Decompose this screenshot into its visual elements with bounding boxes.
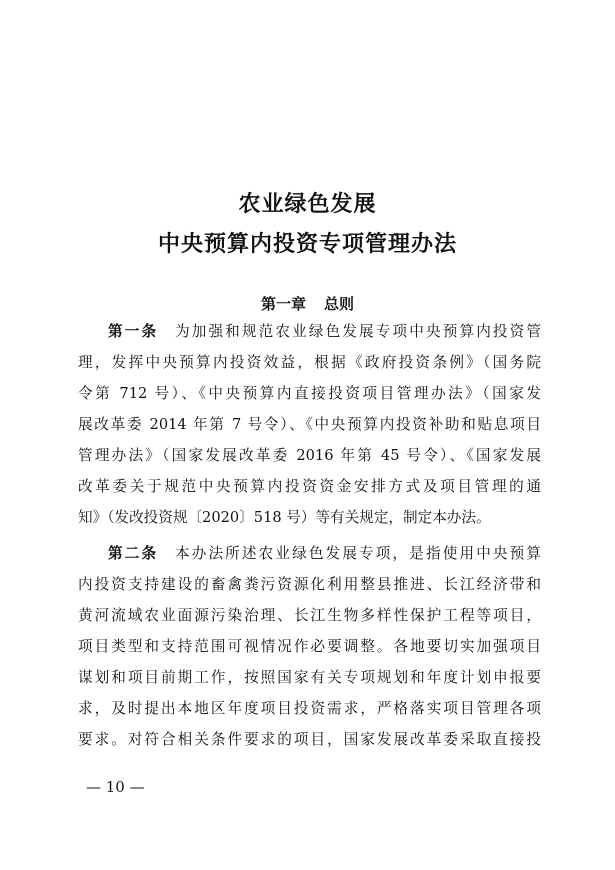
chapter-name: 总则 [324, 295, 355, 313]
chapter-number: 第一章 [260, 295, 306, 313]
article-2-line: 谋划和项目前期工作，按照国家有关专项规划和年度计划申报要 [78, 669, 541, 686]
article-2-line [108, 545, 541, 563]
chapter-heading [0, 293, 615, 314]
page-number: — 10 — [86, 778, 145, 796]
article-1-line: 管理办法》（国家发展改革委 2016 年第 45 号令）、《国家发展 [78, 447, 541, 464]
article-1-line: 改革委关于规范中央预算内投资资金安排方式及项目管理的通 [78, 478, 541, 495]
article-2-line: 内投资支持建设的畜禽粪污资源化利用整县推进、长江经济带和 [78, 576, 541, 593]
article-2-line: 黄河流域农业面源污染治理、长江生物多样性保护工程等项目， [78, 607, 541, 624]
article-2-line: 要求。对符合相关条件要求的项目，国家发展改革委采取直接投 [78, 731, 541, 748]
article-1-line [108, 323, 541, 341]
article-1-line: 令第 712 号）、《中央预算内直接投资项目管理办法》（国家发 [78, 385, 541, 402]
article-1-label: 第一条 [108, 323, 159, 340]
article-2-text: 本办法所述农业绿色发展专项，是指使用中央预算 [174, 545, 541, 562]
article-2-line: 求，及时提出本地区年度项目投资需求，严格落实项目管理各项 [78, 700, 541, 717]
document-title-line-1: 农业绿色发展 [238, 192, 377, 217]
article-1-line: 展改革委 2014 年第 7 号令）、《中央预算内投资补助和贴息项目 [78, 416, 541, 433]
article-1-line: 知》（发改投资规〔2020〕518 号）等有关规定，制定本办法。 [78, 509, 491, 526]
article-2-line: 项目类型和支持范围可视情况作必要调整。各地要切实加强项目 [78, 638, 541, 655]
document-title-line-2: 中央预算内投资专项管理办法 [157, 232, 457, 257]
article-1-line: 理，发挥中央预算内投资效益，根据《政府投资条例》（国务院 [78, 354, 541, 371]
article-2-label: 第二条 [108, 545, 159, 562]
article-1-text: 为加强和规范农业绿色发展专项中央预算内投资管 [174, 323, 541, 340]
